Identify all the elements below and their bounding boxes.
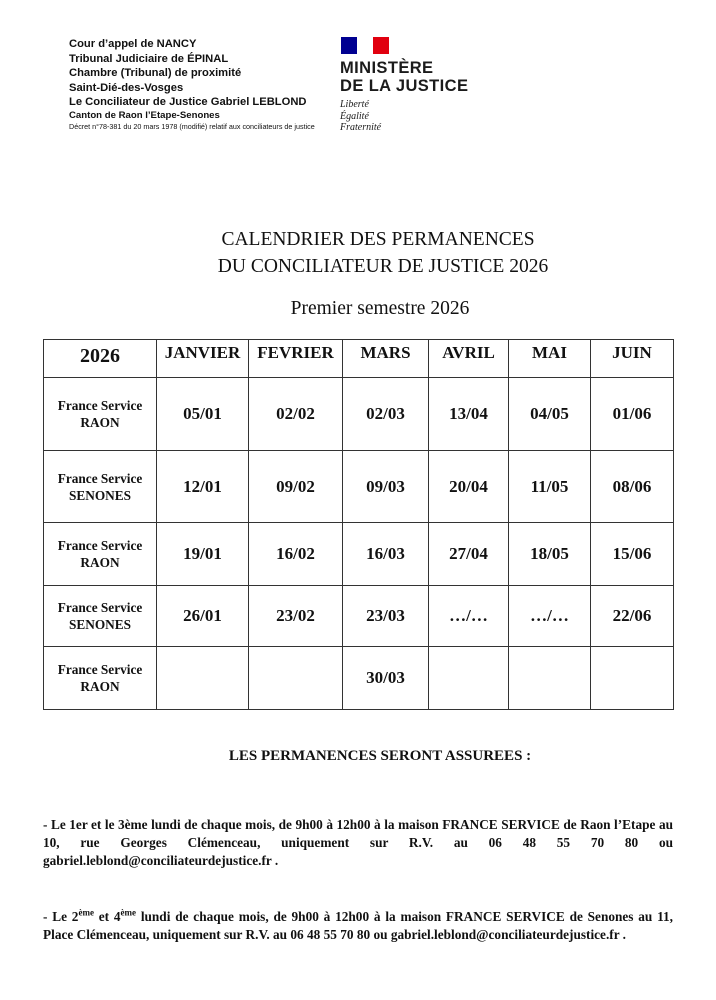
date-cell: 12/01 (157, 451, 249, 523)
date-cell (591, 647, 674, 710)
location-cell: France Service SENONES (44, 586, 157, 647)
date-cell (509, 647, 591, 710)
date-cell: 02/03 (343, 378, 429, 451)
date-cell (429, 647, 509, 710)
month-header: MAI (509, 340, 591, 378)
table-row (44, 586, 674, 647)
date-cell: 02/02 (249, 378, 343, 451)
decree-line: Décret n°78-381 du 20 mars 1978 (modifié) relatif aux conciliateurs de justice (69, 121, 315, 131)
court-line: Tribunal Judiciaire de ÉPINAL (69, 52, 229, 65)
republic-motto: Liberté Égalité Fraternité (340, 99, 382, 133)
date-cell: 22/06 (591, 586, 674, 647)
month-header: AVRIL (429, 340, 509, 378)
date-cell: 01/06 (591, 378, 674, 451)
schedule-paragraph-raon: - Le 1er et le 3ème lundi de chaque mois, de 9h00 à 12h00 à la maison FRANCE SERVICE de Raon l’Etape au 10, rue Georges Clémenceau, uniquement sur R.V. au 06 48 55 70 80 ou gabriel.leblond@conciliateurdejustice.fr . (43, 817, 673, 868)
date-cell: 18/05 (509, 523, 591, 586)
date-cell (157, 647, 249, 710)
page-subtitle: Premier semestre 2026 (290, 298, 470, 319)
date-cell: 27/04 (429, 523, 509, 586)
date-cell: 08/06 (591, 451, 674, 523)
date-cell: …/… (429, 586, 509, 647)
notice-heading: LES PERMANENCES SERONT ASSUREES : (228, 748, 532, 764)
date-cell: 13/04 (429, 378, 509, 451)
court-line: Saint-Dié-des-Vosges (69, 81, 184, 94)
month-header: JANVIER (157, 340, 249, 378)
date-cell: 16/02 (249, 523, 343, 586)
table-header-row (44, 340, 674, 378)
location-cell: France Service RAON (44, 647, 157, 710)
calendar-table (43, 339, 674, 710)
date-cell (249, 647, 343, 710)
date-cell: 09/03 (343, 451, 429, 523)
canton-line: Canton de Raon l’Etape-Senones (69, 109, 220, 121)
date-cell: …/… (509, 586, 591, 647)
date-cell: 26/01 (157, 586, 249, 647)
date-cell: 05/01 (157, 378, 249, 451)
date-cell: 23/03 (343, 586, 429, 647)
date-cell: 20/04 (429, 451, 509, 523)
ministry-name: MINISTÈRE DE LA JUSTICE (340, 59, 469, 95)
ministry-logo (340, 37, 468, 134)
date-cell: 15/06 (591, 523, 674, 586)
month-header: MARS (343, 340, 429, 378)
location-cell: France Service SENONES (44, 451, 157, 523)
page-title: CALENDRIER DES PERMANENCES DU CONCILIATEUR DE JUSTICE 2026 (217, 229, 549, 277)
date-cell: 19/01 (157, 523, 249, 586)
year-header: 2026 (44, 340, 157, 378)
table-row (44, 378, 674, 451)
court-header (69, 37, 315, 132)
location-cell: France Service RAON (44, 378, 157, 451)
table-row (44, 523, 674, 586)
month-header: FEVRIER (249, 340, 343, 378)
date-cell: 11/05 (509, 451, 591, 523)
court-line: Chambre (Tribunal) de proximité (69, 67, 242, 80)
month-header: JUIN (591, 340, 674, 378)
table-row (44, 451, 674, 523)
french-flag-icon (341, 37, 389, 54)
date-cell: 04/05 (509, 378, 591, 451)
date-cell: 16/03 (343, 523, 429, 586)
schedule-paragraph-senones: - Le 2ème et 4ème lundi de chaque mois, de 9h00 à 12h00 à la maison FRANCE SERVICE de Senones au 11, Place Clémenceau, uniquement sur R.V. au 06 48 55 70 80 ou gabriel.leblond@conciliateurdejustice.fr . (43, 907, 673, 942)
date-cell: 23/02 (249, 586, 343, 647)
date-cell: 30/03 (343, 647, 429, 710)
court-line: Cour d’appel de NANCY (69, 38, 197, 50)
table-row (44, 647, 674, 710)
location-cell: France Service RAON (44, 523, 157, 586)
date-cell: 09/02 (249, 451, 343, 523)
court-line: Le Conciliateur de Justice Gabriel LEBLOND (69, 96, 307, 109)
